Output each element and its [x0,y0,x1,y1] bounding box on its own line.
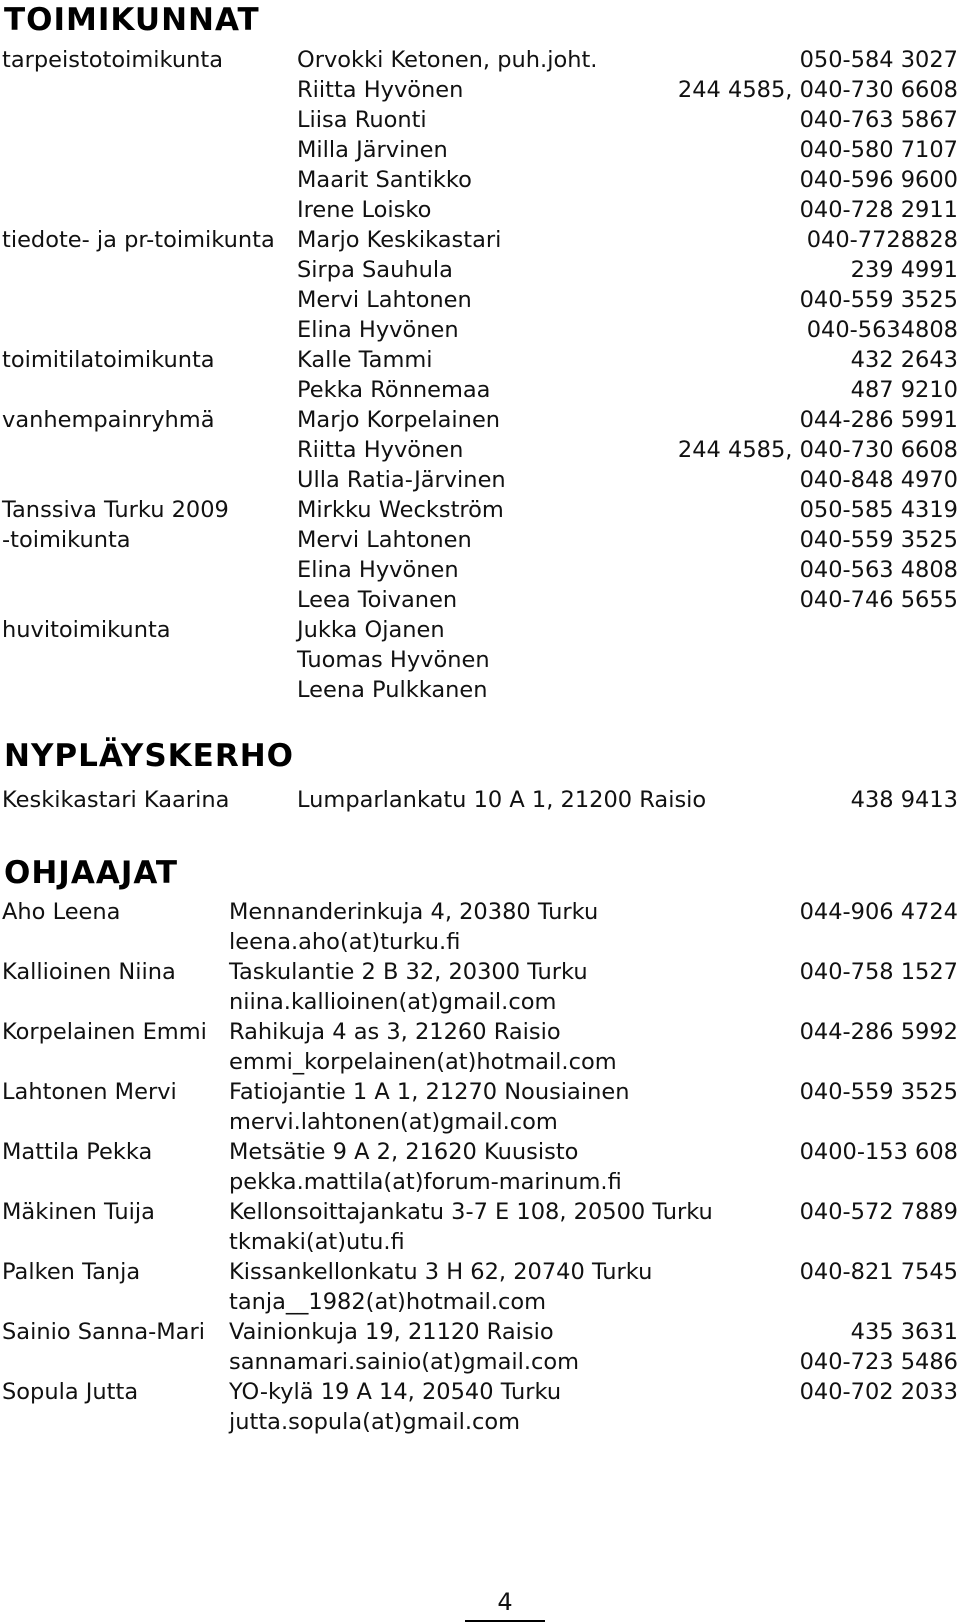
member-phone: 040-763 5867 [799,107,958,133]
instructor-detail: sannamari.sainio(at)gmail.com [229,1349,580,1375]
member-name: Leea Toivanen [297,587,458,613]
instructor-name: Mäkinen Tuija [2,1199,155,1225]
instructor-row [0,957,960,987]
member-phone: 044-286 5991 [799,407,958,433]
committee-row [0,45,960,75]
committee-row [0,195,960,225]
committee-name: Tanssiva Turku 2009 [2,497,229,523]
committee-row [0,315,960,345]
committee-row [0,375,960,405]
committee-name: vanhempainryhmä [2,407,215,433]
instructor-phone: 040-572 7889 [799,1199,958,1225]
committee-row [0,525,960,555]
member-name: Irene Loisko [297,197,432,223]
member-name: Marjo Keskikastari [297,227,502,253]
nyplayskerho-name: Keskikastari Kaarina [2,787,230,813]
instructor-detail: Metsätie 9 A 2, 21620 Kuusisto [229,1139,579,1165]
nyplayskerho-heading: NYPLÄYSKERHO [4,738,295,774]
instructor-phone: 0400-153 608 [799,1139,958,1165]
committee-row [0,435,960,465]
instructor-detail: Vainionkuja 19, 21120 Raisio [229,1319,554,1345]
instructor-detail: tkmaki(at)utu.fi [229,1229,405,1255]
committee-name: tiedote- ja pr-toimikunta [2,227,275,253]
instructor-row [0,1407,960,1437]
member-name: Marjo Korpelainen [297,407,501,433]
instructor-phone: 040-702 2033 [799,1379,958,1405]
committee-row [0,465,960,495]
committee-name: tarpeistotoimikunta [2,47,224,73]
committee-name: huvitoimikunta [2,617,171,643]
member-phone: 040-563 4808 [799,557,958,583]
committee-row [0,495,960,525]
instructor-row [0,1017,960,1047]
member-name: Maarit Santikko [297,167,472,193]
instructor-detail: Mennanderinkuja 4, 20380 Turku [229,899,599,925]
member-phone: 487 9210 [850,377,958,403]
member-name: Orvokki Ketonen, puh.joht. [297,47,598,73]
instructor-row [0,1257,960,1287]
member-name: Tuomas Hyvönen [297,647,490,673]
member-name: Ulla Ratia-Järvinen [297,467,506,493]
member-name: Elina Hyvönen [297,557,459,583]
member-name: Elina Hyvönen [297,317,459,343]
committee-name: toimitilatoimikunta [2,347,215,373]
instructor-row [0,1197,960,1227]
ohjaajat-heading: OHJAAJAT [4,855,179,891]
member-name: Kalle Tammi [297,347,433,373]
instructor-row [0,1227,960,1257]
instructor-detail: leena.aho(at)turku.fi [229,929,461,955]
member-phone: 040-559 3525 [799,527,958,553]
instructor-row [0,1107,960,1137]
member-phone: 239 4991 [850,257,958,283]
instructor-detail: tanja__1982(at)hotmail.com [229,1289,547,1315]
instructor-name: Palken Tanja [2,1259,141,1285]
instructor-phone: 040-559 3525 [799,1079,958,1105]
committee-row [0,75,960,105]
instructor-row [0,1287,960,1317]
member-name: Pekka Rönnemaa [297,377,491,403]
instructor-row [0,927,960,957]
member-name: Mervi Lahtonen [297,287,472,313]
instructor-detail: jutta.sopula(at)gmail.com [229,1409,521,1435]
member-phone: 050-584 3027 [799,47,958,73]
member-name: Jukka Ojanen [297,617,445,643]
instructor-name: Aho Leena [2,899,121,925]
member-name: Riitta Hyvönen [297,77,464,103]
instructor-detail: niina.kallioinen(at)gmail.com [229,989,557,1015]
member-name: Sirpa Sauhula [297,257,453,283]
instructor-detail: Kellonsoittajankatu 3-7 E 108, 20500 Turku [229,1199,713,1225]
nyplayskerho-address: Lumparlankatu 10 A 1, 21200 Raisio [297,787,707,813]
committee-row [0,615,960,645]
instructor-row [0,1377,960,1407]
instructor-phone: 040-821 7545 [799,1259,958,1285]
instructor-name: Mattila Pekka [2,1139,153,1165]
nyplayskerho-phone: 438 9413 [850,787,958,813]
instructor-detail: Kissankellonkatu 3 H 62, 20740 Turku [229,1259,653,1285]
committee-row [0,645,960,675]
page-number: 4 [497,1588,513,1616]
member-phone: 040-580 7107 [799,137,958,163]
instructor-name: Kallioinen Niina [2,959,176,985]
committee-row [0,585,960,615]
instructor-name: Lahtonen Mervi [2,1079,177,1105]
instructor-row [0,987,960,1017]
committee-row [0,255,960,285]
instructor-phone: 040-758 1527 [799,959,958,985]
instructor-detail: Fatiojantie 1 A 1, 21270 Nousiainen [229,1079,630,1105]
committee-row [0,345,960,375]
member-name: Leena Pulkkanen [297,677,488,703]
instructor-name: Sopula Jutta [2,1379,139,1405]
member-phone: 244 4585, 040-730 6608 [677,77,958,103]
member-phone: 040-746 5655 [799,587,958,613]
committee-row [0,405,960,435]
committee-row [0,285,960,315]
instructor-detail: Rahikuja 4 as 3, 21260 Raisio [229,1019,561,1045]
instructor-detail: mervi.lahtonen(at)gmail.com [229,1109,558,1135]
nyplayskerho-row [0,785,960,815]
instructor-phone: 435 3631 [850,1319,958,1345]
toimikunnat-heading: TOIMIKUNNAT [4,2,260,38]
member-name: Mervi Lahtonen [297,527,472,553]
member-phone: 040-728 2911 [799,197,958,223]
instructor-detail: emmi_korpelainen(at)hotmail.com [229,1049,617,1075]
committee-row [0,555,960,585]
instructor-name: Korpelainen Emmi [2,1019,207,1045]
instructor-name: Sainio Sanna-Mari [2,1319,205,1345]
committee-row [0,225,960,255]
instructor-row [0,1347,960,1377]
instructor-detail: Taskulantie 2 B 32, 20300 Turku [229,959,588,985]
instructor-row [0,1077,960,1107]
member-phone: 050-585 4319 [799,497,958,523]
instructor-phone: 044-286 5992 [799,1019,958,1045]
member-phone: 040-7728828 [806,227,958,253]
instructor-phone: 040-723 5486 [799,1349,958,1375]
member-phone: 244 4585, 040-730 6608 [677,437,958,463]
instructor-row [0,1137,960,1167]
committee-row [0,675,960,705]
instructor-phone: 044-906 4724 [799,899,958,925]
instructor-row [0,1047,960,1077]
committee-name: -toimikunta [2,527,131,553]
member-phone: 432 2643 [850,347,958,373]
member-name: Liisa Ruonti [297,107,427,133]
committee-row [0,135,960,165]
committee-row [0,105,960,135]
instructor-detail: pekka.mattila(at)forum-marinum.fi [229,1169,622,1195]
instructor-row [0,1167,960,1197]
committee-row [0,165,960,195]
member-name: Milla Järvinen [297,137,448,163]
member-name: Riitta Hyvönen [297,437,464,463]
member-name: Mirkku Weckström [297,497,504,523]
instructor-row [0,897,960,927]
instructor-detail: YO-kylä 19 A 14, 20540 Turku [229,1379,562,1405]
member-phone: 040-848 4970 [799,467,958,493]
member-phone: 040-596 9600 [799,167,958,193]
member-phone: 040-5634808 [806,317,958,343]
instructor-row [0,1317,960,1347]
member-phone: 040-559 3525 [799,287,958,313]
